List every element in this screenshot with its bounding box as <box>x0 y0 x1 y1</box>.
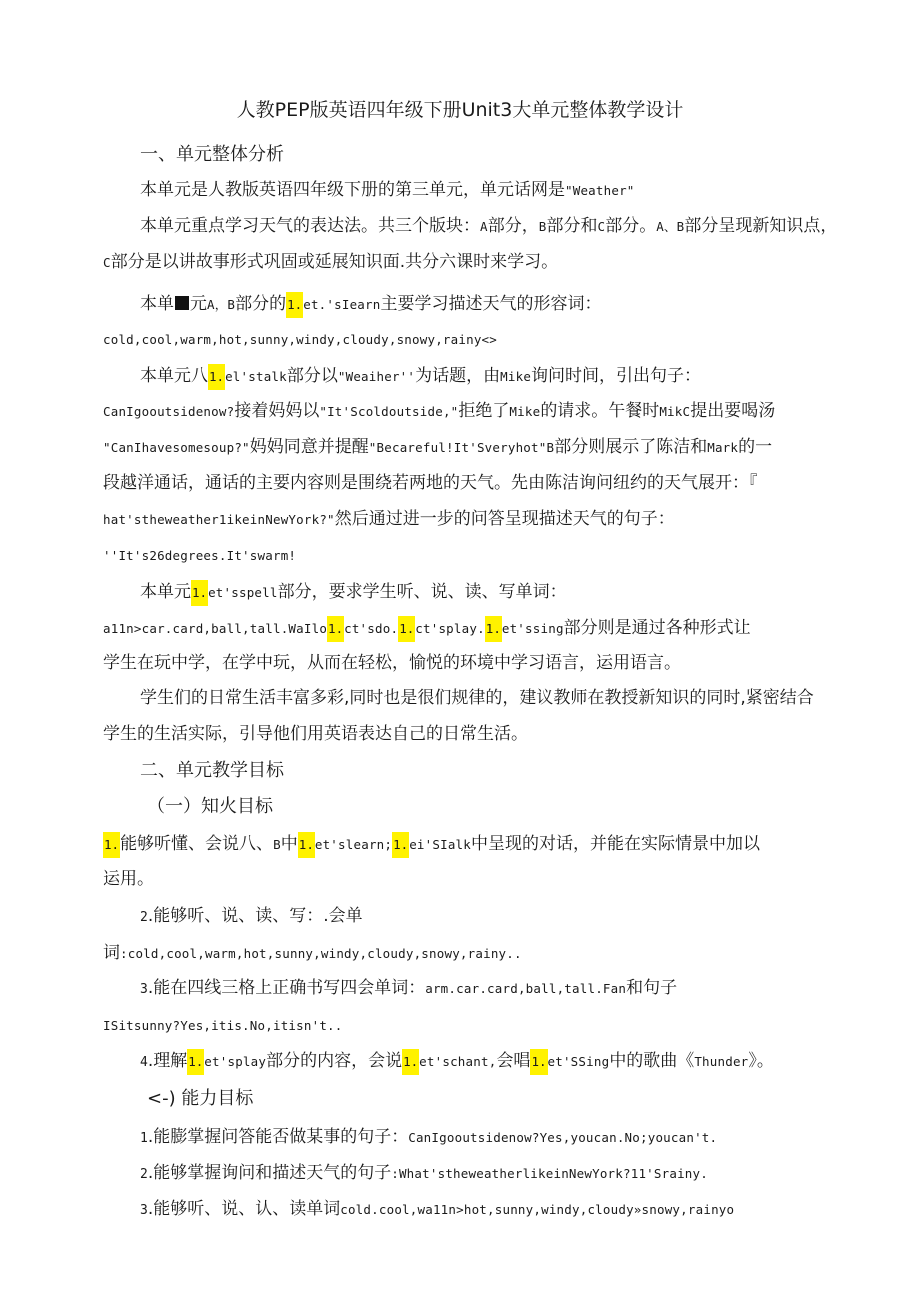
paragraph-spell-line1: 本单元1.et'sspell部分，要求学生听、说、读、写单词： <box>140 580 567 606</box>
ability-2: 2.能够掌握询问和描述天气的句子:What'stheweatherlikeinNewYork?11'Srainy. <box>140 1163 708 1183</box>
paragraph-daily-life-line2: 学生的生活实际，引导他们用英语表达自己的日常生活。 <box>103 724 528 744</box>
goal-4-line1: 4.理解1.et'splay部分的内容，会说1.et'schant,会唱1.et'SSing中的歌曲《Thunder》。 <box>140 1049 774 1075</box>
adjective-word-list: cold,cool,warm,hot,sunny,windy,cloudy,snowy,rainy<> <box>103 332 498 347</box>
paragraph-talk-line6: ''It's26degrees.It'swarm! <box>103 548 297 563</box>
highlight-mark: 1. <box>392 832 409 858</box>
goal-3-line2: ISitsunny?Yes,itis.No,itisn't.. <box>103 1018 343 1033</box>
highlight-mark: 1. <box>398 616 415 642</box>
ability-1: 1.能膨掌握问答能否做某事的句子：CanIgooutsidenow?Yes,youcan.No;youcan't. <box>140 1127 718 1147</box>
section-heading-analysis: 一、单元整体分析 <box>140 144 284 165</box>
paragraph-talk-line2: CanIgooutsidenow?接着妈妈以"It'Scoldoutside,"拒绝了Mike的请求。午餐时MikC提出要喝汤 <box>103 401 776 421</box>
paragraph-spell-line3: 学生在玩中学，在学中玩，从而在轻松，愉悦的环境中学习语言，运用语言。 <box>103 653 681 673</box>
subsection-heading-knowledge: （一）知火目标 <box>147 796 273 817</box>
highlight-mark: 1. <box>103 832 120 858</box>
section-heading-goals: 二、单元教学目标 <box>140 760 284 781</box>
highlight-mark: 1. <box>530 1049 547 1075</box>
subsection-heading-ability: <-) 能力目标 <box>147 1088 254 1109</box>
highlight-mark: 1. <box>187 1049 204 1075</box>
goal-3-line1: 3.能在四线三格上正确书写四会单词：arm.car.card,ball,tall.Fan和句子 <box>140 978 678 998</box>
paragraph-learn-section: 本单 元A，B部分的1.et.'sIearn主要学习描述天气的形容词： <box>140 292 601 318</box>
page-title: 人教PEP版英语四年级下册Unit3大单元整体教学设计 <box>236 99 684 121</box>
highlight-mark: 1. <box>286 292 303 318</box>
paragraph-talk-line3: "CanIhavesomesoup?"妈妈同意并提醒"Becareful!It'Sveryhot"B部分则展示了陈洁和Mark的一 <box>103 437 773 457</box>
goal-1-line1: 1.能够听懂、会说八、B中1.et'slearn;1.ei'SIalk中呈现的对话，并能在实际情景中加以 <box>103 832 760 858</box>
paragraph-daily-life-line1: 学生们的日常生活丰富多彩,同时也是很们规律的，建议教师在教授新知识的同时,紧密结合 <box>140 688 814 708</box>
highlight-mark: 1. <box>485 616 502 642</box>
highlight-mark: 1. <box>191 580 208 606</box>
paragraph-talk-line5: hat'stheweather1ikeinNewYork?"然后通过进一步的问答呈现描述天气的句子： <box>103 509 675 529</box>
paragraph-talk-line4: 段越洋通话，通话的主要内容则是围绕若两地的天气。先由陈洁询问纽约的天气展开：『 <box>103 473 758 493</box>
black-block-glyph <box>175 296 189 310</box>
highlight-mark: 1. <box>208 364 225 390</box>
goal-2-line1: 2.能够听、说、读、写：.会单 <box>140 906 363 926</box>
goal-1-line2: 运用。 <box>103 869 154 889</box>
highlight-mark: 1. <box>327 616 344 642</box>
paragraph-talk-line1: 本单元八1.el'stalk部分以"Weaiher''为话题，由Mike询问时间，引出句子： <box>140 364 701 390</box>
highlight-mark: 1. <box>402 1049 419 1075</box>
paragraph-structure-line1: 本单元重点学习天气的表达法。共三个版块：A部分，B部分和C部分。A、B部分呈现新知识点， <box>140 216 838 236</box>
highlight-mark: 1. <box>298 832 315 858</box>
paragraph-spell-line2: a11n>car.card,ball,tall.WaIlo1.ct'sdo.1.ct'splay.1.et'ssing部分则是通过各种形式让 <box>103 616 751 642</box>
paragraph-unit-topic: 本单元是人教版英语四年级下册的第三单元，单元话网是"Weather" <box>140 180 635 200</box>
paragraph-structure-line2: C部分是以讲故事形式巩固或延展知识面.共分六课时来学习。 <box>103 252 559 272</box>
goal-2-line2: 词:cold,cool,warm,hot,sunny,windy,cloudy,snowy,rainy.. <box>103 943 522 963</box>
ability-3: 3.能够听、说、认、读单词cold.cool,wa11n>hot,sunny,windy,cloudy»snowy,rainyo <box>140 1199 735 1219</box>
